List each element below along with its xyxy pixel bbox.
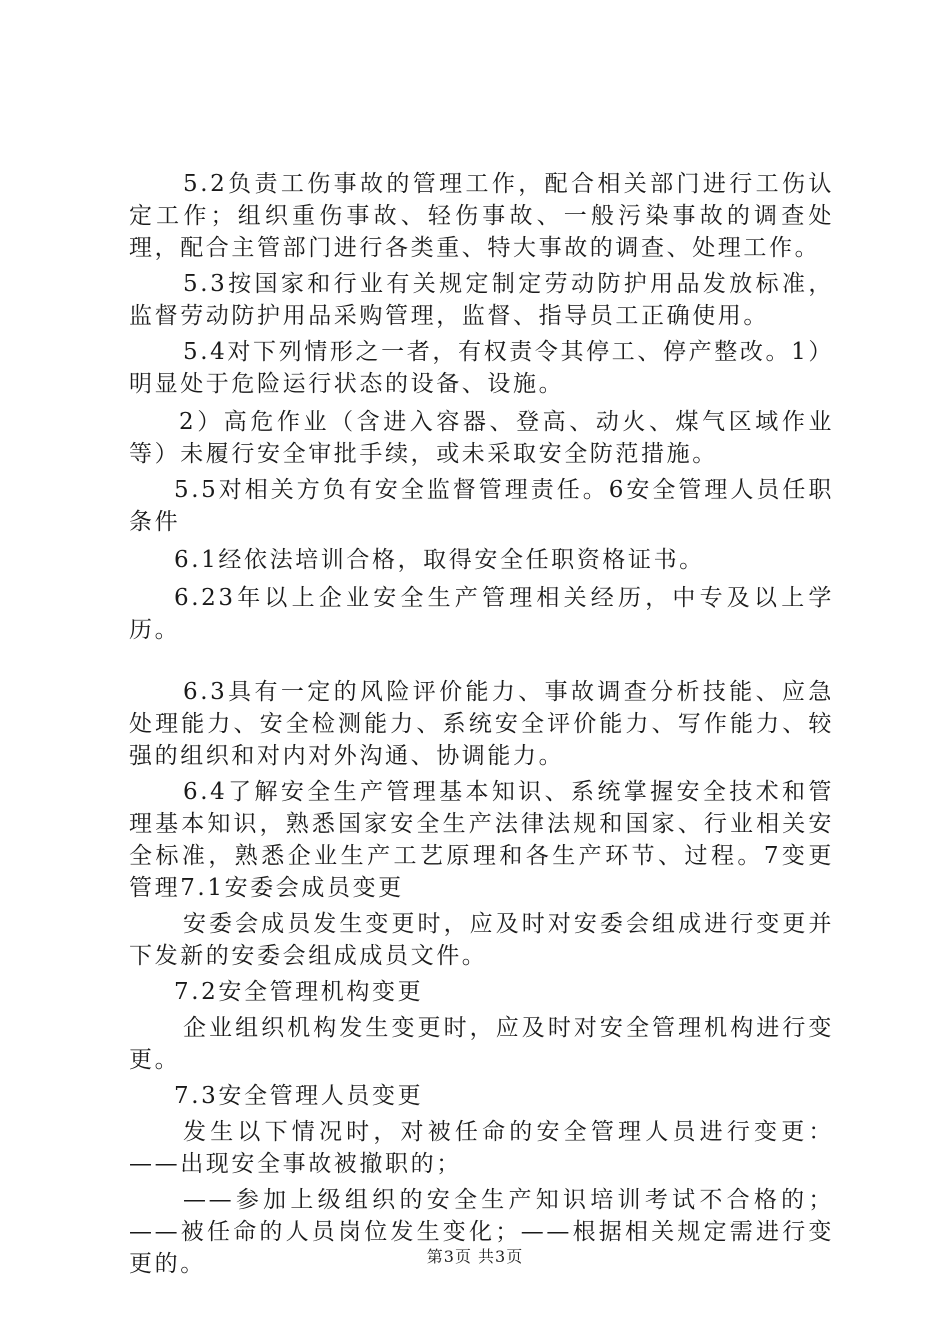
page-footer: 第3页 共3页 [426,1247,524,1266]
document-body [129,168,834,1280]
paragraph-6-2: 6.23年以上企业安全生产管理相关经历，中专及以上学历。 [129,585,834,643]
paragraph-change-conditions: ——参加上级组织的安全生产知识培训考试不合格的；——被任命的人员岗位发生变化；——根据相关规定需进行变更的。 [129,1187,834,1277]
paragraph-7-2: 7.2安全管理机构变更 [174,979,424,1005]
paragraph-committee-change: 安委会成员发生变更时，应及时对安委会组成进行变更并下发新的安委会组成成员文件。 [129,911,834,969]
paragraph-5-5: 5.5对相关方负有安全监督管理责任。6安全管理人员任职条件 [129,477,834,535]
paragraph-6-1: 6.1经依法培训合格，取得安全任职资格证书。 [174,547,705,573]
paragraph-5-3: 5.3按国家和行业有关规定制定劳动防护用品发放标准，监督劳动防护用品采购管理，监督、指导员工正确使用。 [129,271,834,329]
paragraph-5-4: 5.4对下列情形之一者，有权责令其停工、停产整改。1）明显处于危险运行状态的设备、设施。 [129,339,834,397]
paragraph-personnel-change: 发生以下情况时，对被任命的安全管理人员进行变更：——出现安全事故被撤职的； [129,1119,834,1177]
paragraph-org-change: 企业组织机构发生变更时，应及时对安全管理机构进行变更。 [129,1015,834,1073]
paragraph-item-2: 2）高危作业（含进入容器、登高、动火、煤气区域作业等）未履行安全审批手续，或未采取安全防范措施。 [129,409,834,467]
paragraph-6-3: 6.3具有一定的风险评价能力、事故调查分析技能、应急处理能力、安全检测能力、系统安全评价能力、写作能力、较强的组织和对内对外沟通、协调能力。 [129,679,834,769]
paragraph-6-4: 6.4了解安全生产管理基本知识、系统掌握安全技术和管理基本知识，熟悉国家安全生产法律法规和国家、行业相关安全标准，熟悉企业生产工艺原理和各生产环节、过程。7变更管理7.1安委会成员变更 [129,779,834,901]
paragraph-7-3: 7.3安全管理人员变更 [174,1083,424,1109]
paragraph-5-2: 5.2负责工伤事故的管理工作，配合相关部门进行工伤认定工作；组织重伤事故、轻伤事故、一般污染事故的调查处理，配合主管部门进行各类重、特大事故的调查、处理工作。 [129,171,834,261]
